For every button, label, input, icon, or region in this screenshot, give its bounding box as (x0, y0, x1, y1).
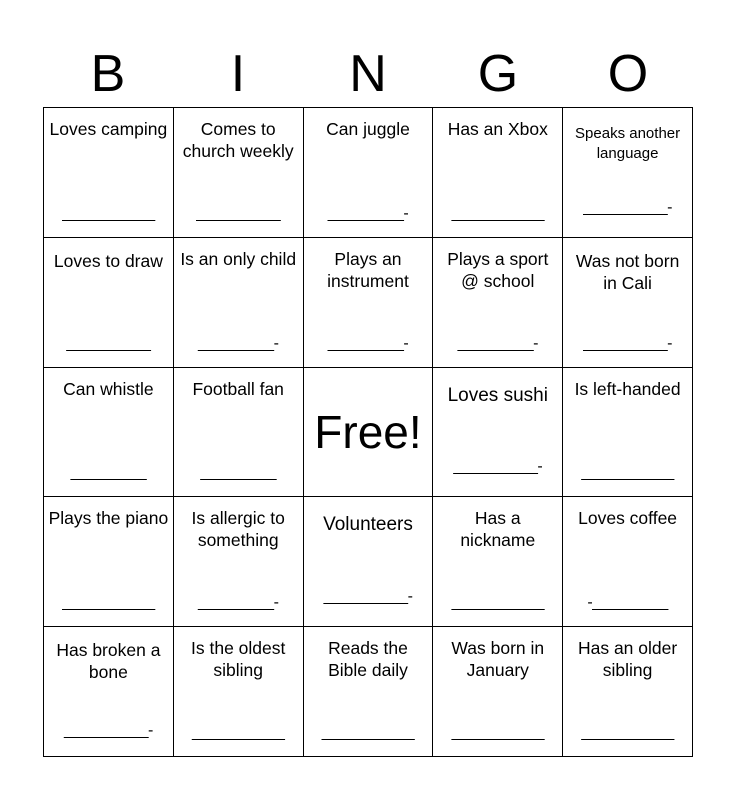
cell-prompt: Can juggle (326, 119, 410, 139)
cell-signature-line: ___________ (581, 464, 674, 482)
cell-signature-line: _________ (200, 464, 276, 482)
bingo-cell[interactable] (304, 627, 434, 757)
cell-signature-line: ___________ (451, 724, 544, 741)
cell-prompt: Comes to church weekly (182, 119, 294, 161)
cell-prompt: Loves sushi (447, 384, 548, 406)
cell-signature-line: _________- (327, 204, 409, 222)
cell-signature-line: _________- (457, 334, 538, 352)
cell-prompt: Football fan (192, 378, 284, 399)
cell-prompt: Loves coffee (578, 508, 678, 529)
cell-prompt: Was born in January (451, 638, 545, 681)
cell-prompt: Can whistle (63, 378, 154, 399)
header-letter-g: G (477, 45, 519, 103)
bingo-cell[interactable] (433, 238, 563, 368)
header-letter-b: B (90, 45, 126, 103)
cell-signature-line: ___________ (192, 724, 285, 741)
bingo-cell[interactable] (563, 238, 693, 368)
cell-signature-line: __________- (583, 198, 672, 216)
cell-signature-line: __________- (323, 588, 413, 606)
cell-signature-line: -_________ (587, 594, 668, 612)
free-space-label: Free! (314, 405, 422, 458)
header-letter-n: N (349, 45, 387, 103)
bingo-cell[interactable] (433, 368, 563, 498)
cell-signature-line: ___________ (62, 594, 155, 612)
cell-prompt: Speaks another language (575, 125, 681, 162)
cell-signature-line: __________ (196, 204, 281, 222)
bingo-cell[interactable] (563, 108, 693, 238)
cell-prompt: Is allergic to something (191, 508, 285, 551)
bingo-cell[interactable] (44, 497, 174, 627)
bingo-header (43, 44, 693, 104)
bingo-cell[interactable] (563, 368, 693, 498)
cell-signature-line: __________- (583, 334, 672, 352)
cell-prompt: Has an Xbox (447, 119, 548, 139)
cell-prompt: Has an older sibling (577, 638, 678, 681)
bingo-cell[interactable] (44, 238, 174, 368)
cell-prompt: Loves to draw (53, 250, 163, 271)
cell-prompt: Reads the Bible daily (328, 638, 408, 681)
cell-prompt: Was not born in Cali (575, 250, 680, 293)
cell-signature-line: _________- (197, 594, 279, 612)
bingo-cell[interactable] (174, 627, 304, 757)
cell-prompt: Plays the piano (48, 508, 169, 529)
bingo-cell[interactable] (304, 497, 434, 627)
cell-signature-line: ___________ (321, 724, 415, 741)
cell-signature-line: ___________ (62, 204, 155, 222)
bingo-grid (43, 107, 693, 757)
bingo-cell[interactable] (44, 368, 174, 498)
bingo-cell[interactable] (433, 108, 563, 238)
bingo-cell[interactable] (44, 108, 174, 238)
cell-prompt: Loves camping (49, 119, 168, 139)
cell-signature-line: _________ (70, 464, 147, 482)
cell-prompt: Plays a sport @ school (447, 248, 549, 291)
cell-signature-line: __________- (453, 458, 543, 476)
cell-signature-line: __________ (66, 334, 151, 352)
cell-signature-line: ___________ (581, 724, 674, 741)
bingo-cell[interactable] (304, 238, 434, 368)
cell-signature-line: _________- (197, 334, 279, 352)
bingo-cell[interactable] (563, 497, 693, 627)
cell-signature-line: __________- (63, 722, 153, 739)
header-letter-i: I (230, 45, 246, 103)
header-letter-o: O (607, 45, 649, 103)
cell-prompt: Plays an instrument (327, 248, 409, 291)
bingo-cell[interactable] (563, 627, 693, 757)
bingo-cell[interactable] (174, 238, 304, 368)
bingo-cell[interactable] (174, 497, 304, 627)
free-space-cell[interactable] (304, 368, 434, 498)
cell-prompt: Has a nickname (460, 508, 536, 551)
bingo-cell[interactable] (174, 368, 304, 498)
cell-prompt: Volunteers (323, 514, 413, 536)
bingo-cell[interactable] (304, 108, 434, 238)
cell-signature-line: _________- (327, 334, 409, 352)
cell-prompt: Has broken a bone (56, 640, 161, 683)
bingo-cell[interactable] (44, 627, 174, 757)
bingo-cell[interactable] (433, 627, 563, 757)
bingo-cell[interactable] (174, 108, 304, 238)
cell-prompt: Is the oldest sibling (191, 638, 286, 681)
cell-prompt: Is left-handed (574, 378, 681, 399)
cell-signature-line: ___________ (451, 594, 544, 612)
cell-prompt: Is an only child (180, 248, 297, 269)
cell-signature-line: ___________ (451, 204, 544, 222)
bingo-cell[interactable] (433, 497, 563, 627)
